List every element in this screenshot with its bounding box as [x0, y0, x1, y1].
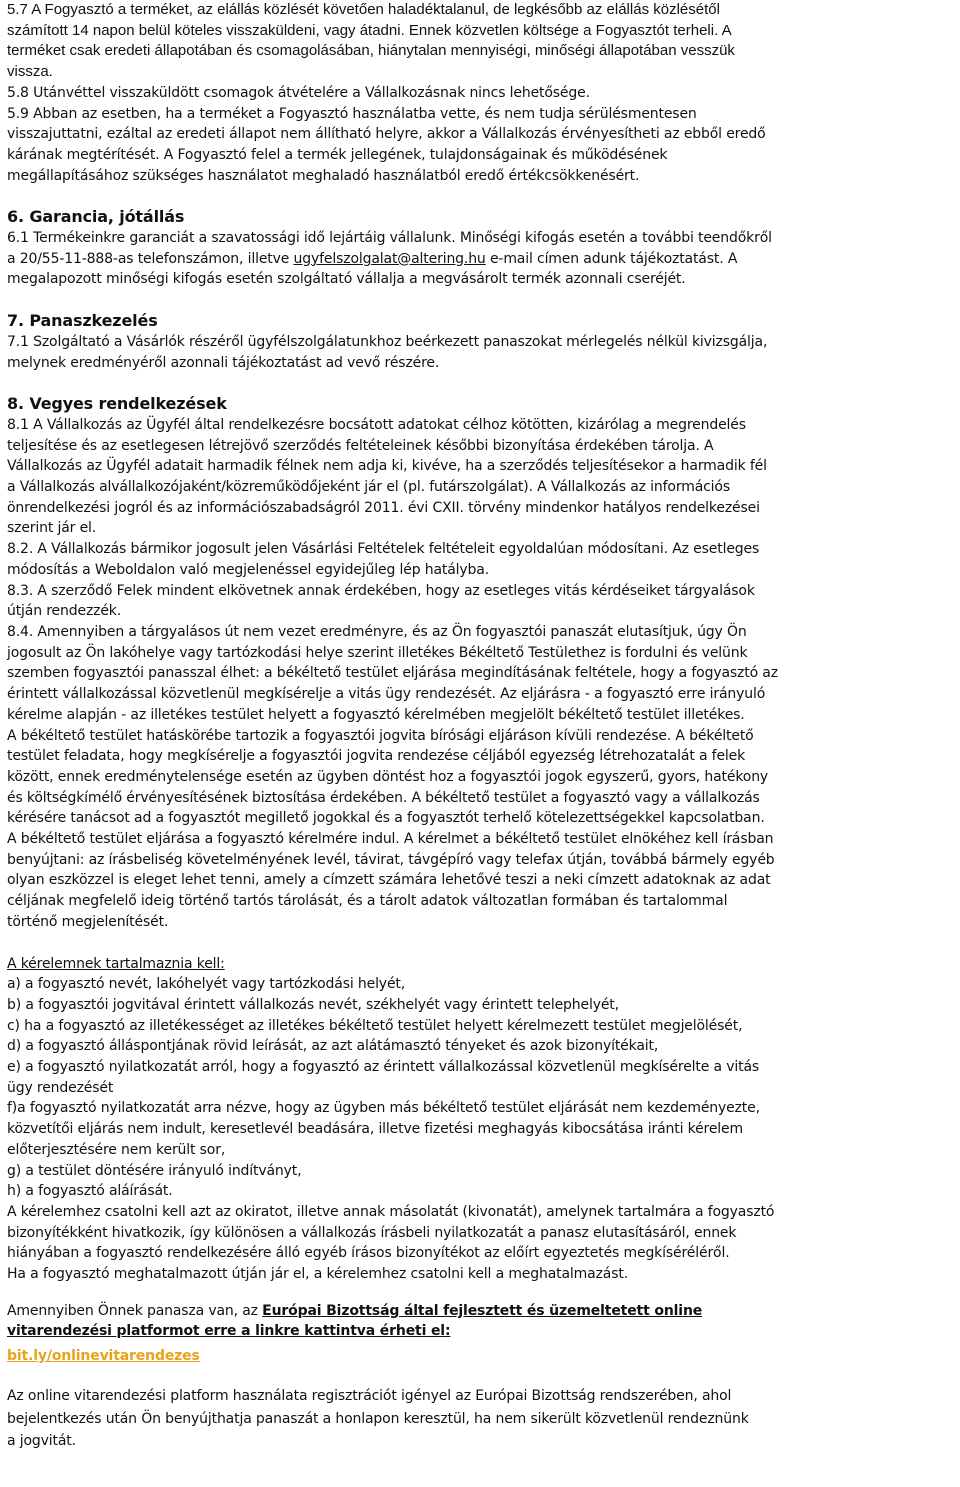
text-line: A békéltető testület hatáskörébe tartozik a fogyasztói jogvita bírósági eljáráson kívüli rendezése. A békéltető: [7, 727, 754, 744]
list-item: d) a fogyasztó álláspontjának rövid leírását, az azt alátámasztó tényeket és azok bizonyítékait,: [7, 1038, 659, 1055]
text-line: 8.2. A Vállalkozás bármikor jogosult jelen Vásárlási Feltételek feltételeit egyoldalúan módosítani. Az esetleges: [7, 541, 760, 558]
list-item: ügy rendezését: [7, 1079, 114, 1096]
text-line: Vállalkozás az Ügyfél adatait harmadik félnek nem adja ki, kivéve, ha a szerződés teljesítésekor a harmadik fél: [7, 458, 767, 475]
text-line: a Vállalkozás alvállalkozójaként/közreműködőjeként jár el (pl. futárszolgálat). A Vállalkozás az információs: [7, 479, 730, 496]
text-line: kérelme alapján - az illetékes testület helyett a fogyasztó kérelmében megjelölt békéltető testület illetékes.: [7, 706, 745, 723]
text-line: Ha a fogyasztó meghatalmazott útján jár el, a kérelemhez csatolni kell a meghatalmazást.: [7, 1266, 628, 1283]
text-line: A kérelemhez csatolni kell azt az okiratot, illetve annak másolatát (kivonatát), amelynek tartalmára a fogyasztó: [7, 1203, 775, 1220]
odr-usage-paragraph: [7, 1385, 953, 1453]
text-line: 7.1 Szolgáltató a Vásárlók részéről ügyfélszolgálatunkhoz beérkezett panaszokat mérlegelés nélkül kivizsgálja,: [7, 333, 768, 350]
text-line: 5.7 A Fogyasztó a terméket, az elállás közlését követően haladéktalanul, de legkésőbb az elállás közlésétől: [7, 1, 720, 18]
text-line: teljesítése és az esetlegesen létrejövő szerződés feltételeinek későbbi bizonyítása érdekében tárolja. A: [7, 437, 714, 454]
section-8-body: [7, 415, 953, 933]
text-segment: a 20/55-11-888-as telefonszámon, illetve: [7, 250, 294, 267]
text-line: számított 14 napon belül köteles visszaküldeni, vagy átadni. Ennek közvetlen költsége a Fogyasztót terheli. A: [7, 21, 732, 39]
text-line: megállapításához szükséges használatot meghaladó használatból eredő értékcsökkenésért.: [7, 167, 640, 184]
text-line: jogosult az Ön lakóhelye vagy tartózkodási helye szerint illetékes Békéltető Testülethez is fordulni és velünk: [7, 644, 748, 661]
odr-platform-link[interactable]: Európai Bizottság által fejlesztett és üzemeltetett online: [262, 1302, 703, 1319]
text-line: útján rendezzék.: [7, 603, 122, 620]
online-dispute-paragraph: [7, 1301, 953, 1367]
text-line: testület feladata, hogy megkísérelje a fogyasztói jogvita rendezése céljából egyezség létrehozatalát a felek: [7, 748, 746, 765]
text-line: melynek eredményéről azonnali tájékoztatást ad vevő részére.: [7, 354, 440, 371]
list-item: előterjesztésére nem került sor,: [7, 1141, 226, 1158]
text-line: szerint jár el.: [7, 520, 97, 537]
text-line: szemben fogyasztói panasszal élhet: a békéltető testület eljárása megindításának feltétele, hogy a fogyasztó az: [7, 665, 778, 682]
spacer: [7, 1367, 953, 1385]
heading-panaszkezeles: 7. Panaszkezelés: [7, 311, 158, 331]
text-line: Az online vitarendezési platform használata regisztrációt igényel az Európai Bizottság rendszerében, ahol: [7, 1387, 732, 1404]
text-line: 6.1 Termékeinkre garanciát a szavatossági idő lejártáig vállalunk. Minőségi kifogás esetén a további teendőkről: [7, 230, 772, 247]
text-line: történő megjelenítését.: [7, 913, 169, 930]
paragraph-6-1: [7, 228, 953, 290]
text-line: 8.1 A Vállalkozás az Ügyfél által rendelkezésre bocsátott adatokat célhoz kötötten, kizárólag a megrendelés: [7, 416, 746, 433]
list-item: közvetítői eljárás nem indult, keresetlevél beadására, illetve fizetési meghagyás kibocsátása iránti kérelem: [7, 1121, 743, 1138]
text-line: módosítás a Weboldalon való megjelenéssel egyidejűleg lép hatályba.: [7, 561, 490, 578]
text-line: [7, 1301, 953, 1322]
kerelem-list: [7, 974, 953, 1285]
text-line: visszajuttatni, ezáltal az eredeti állapot nem állítható helyre, akkor a Vállalkozás érvényesítheti az ebből eredő: [7, 126, 766, 143]
text-line: bejelentkezés után Ön benyújthatja panaszát a honlapon keresztül, ha nem sikerült közvetlenül rendeznünk: [7, 1410, 749, 1427]
spacer: [7, 186, 953, 207]
text-line: 8.4. Amennyiben a tárgyalásos út nem vezet eredményre, és az Ön fogyasztói panaszát elutasítjuk, úgy Ön: [7, 623, 747, 640]
text-line: megalapozott minőségi kifogás esetén szolgáltató vállalja a megvásárolt termék azonnali cseréjét.: [7, 271, 686, 288]
text-line: és költségkímélő érvényesítésének biztosítása érdekében. A békéltető testület a fogyasztó vagy a vállalkozás: [7, 789, 760, 806]
text-line: érintett vállalkozással közvetlenül megkísérelje a vitás ügy rendezését. Az eljárásra - a fogyasztó erre irányuló: [7, 686, 766, 703]
list-item: h) a fogyasztó aláírását.: [7, 1183, 173, 1200]
spacer: [7, 1285, 953, 1301]
list-item: a) a fogyasztó nevét, lakóhelyét vagy tartózkodási helyét,: [7, 976, 406, 993]
text-line: 5.9 Abban az esetben, ha a terméket a Fogyasztó használatba vette, és nem tudja sérülésmentesen: [7, 105, 697, 122]
paragraph-5-9: [7, 104, 953, 187]
list-item: b) a fogyasztói jogvitával érintett vállalkozás nevét, székhelyét vagy érintett telephelyét,: [7, 996, 619, 1013]
heading-garancia: 6. Garancia, jótállás: [7, 207, 185, 227]
text-line: céljának megfelelő ideig történő tartós tárolását, és a tárolt adatok változatlan formában és tartalommal: [7, 893, 728, 910]
support-email-link[interactable]: ugyfelszolgalat@altering.hu: [293, 250, 486, 267]
kerelem-title: A kérelemnek tartalmaznia kell:: [7, 955, 225, 972]
text-line: [7, 249, 953, 270]
text-line: hiányában a fogyasztó rendelkezésére álló egyéb írásos bizonyítékot az előírt egyeztetés megkíséréléről.: [7, 1245, 730, 1262]
text-line: 8.3. A szerződő Felek mindent elkövetnek annak érdekében, hogy az esetleges vitás kérdéseiket tárgyalások: [7, 582, 755, 599]
list-item: f)a fogyasztó nyilatkozatát arra nézve, hogy az ügyben más békéltető testület eljárását nem kezdeményezte,: [7, 1100, 760, 1117]
heading-vegyes-rendelkezesek: 8. Vegyes rendelkezések: [7, 394, 227, 414]
spacer: [7, 933, 953, 954]
list-item: e) a fogyasztó nyilatkozatát arról, hogy a fogyasztó az érintett vállalkozással közvetlenül megkísérelte a vitás: [7, 1059, 760, 1076]
odr-short-url-link[interactable]: bit.ly/onlinevitarendezes: [7, 1348, 200, 1365]
spacer: [7, 373, 953, 394]
text-line: kárának megtérítését. A Fogyasztó felel a termék jellegének, tulajdonságainak és működésének: [7, 146, 668, 163]
text-line: A békéltető testület eljárása a fogyasztó kérelmére indul. A kérelmet a békéltető testület elnökéhez kell írásban: [7, 831, 774, 848]
text-line: bizonyítékként hivatkozik, így különösen a vállalkozás írásbeli nyilatkozatát a panasz elutasításáról, ennek: [7, 1224, 737, 1241]
text-line: vissza.: [7, 63, 53, 81]
paragraph-5-7: [7, 0, 953, 83]
list-item: g) a testület döntésére irányuló indítványt,: [7, 1162, 302, 1179]
paragraph-7-1: [7, 332, 953, 373]
spacer: [7, 290, 953, 311]
text-line: a jogvitát.: [7, 1433, 76, 1450]
text-line: között, ennek eredménytelensége esetén az ügyben döntést hoz a fogyasztói jogok egyszerű, gyors, hatékony: [7, 768, 769, 785]
paragraph-5-8: 5.8 Utánvéttel visszaküldött csomagok átvételére a Vállalkozásnak nincs lehetősége.: [7, 84, 590, 101]
text-segment: e-mail címen adunk tájékoztatást. A: [485, 250, 738, 267]
list-item: c) ha a fogyasztó az illetékességet az illetékes békéltető testület helyett kérelmezett testület megjelölését,: [7, 1017, 743, 1034]
text-segment: Amennyiben Önnek panasza van, az: [7, 1302, 263, 1319]
text-line: kérésére tanácsot ad a fogyasztót megillető jogokkal és a fogyasztót terhelő kötelezettségekkel kapcsolatban.: [7, 810, 765, 827]
text-line: önrendelkezési jogról és az információszabadságról 2011. évi CXII. törvény mindenkor hatályos rendelkezései: [7, 499, 760, 516]
text-line: terméket csak eredeti állapotában és csomagolásában, hiánytalan mennyiségi, minőségi állapotában vesszük: [7, 42, 735, 60]
text-line: olyan eszközzel is eleget lehet tenni, amely a címzett számára lehetővé teszi a neki címzett adatoknak az adat: [7, 872, 771, 889]
text-line: benyújtani: az írásbeliség követelményének levél, távirat, távgépíró vagy telefax útján, továbbá bármely egyéb: [7, 851, 775, 868]
odr-platform-link-continued[interactable]: vitarendezési platformot erre a linkre kattintva érheti el:: [7, 1323, 451, 1340]
